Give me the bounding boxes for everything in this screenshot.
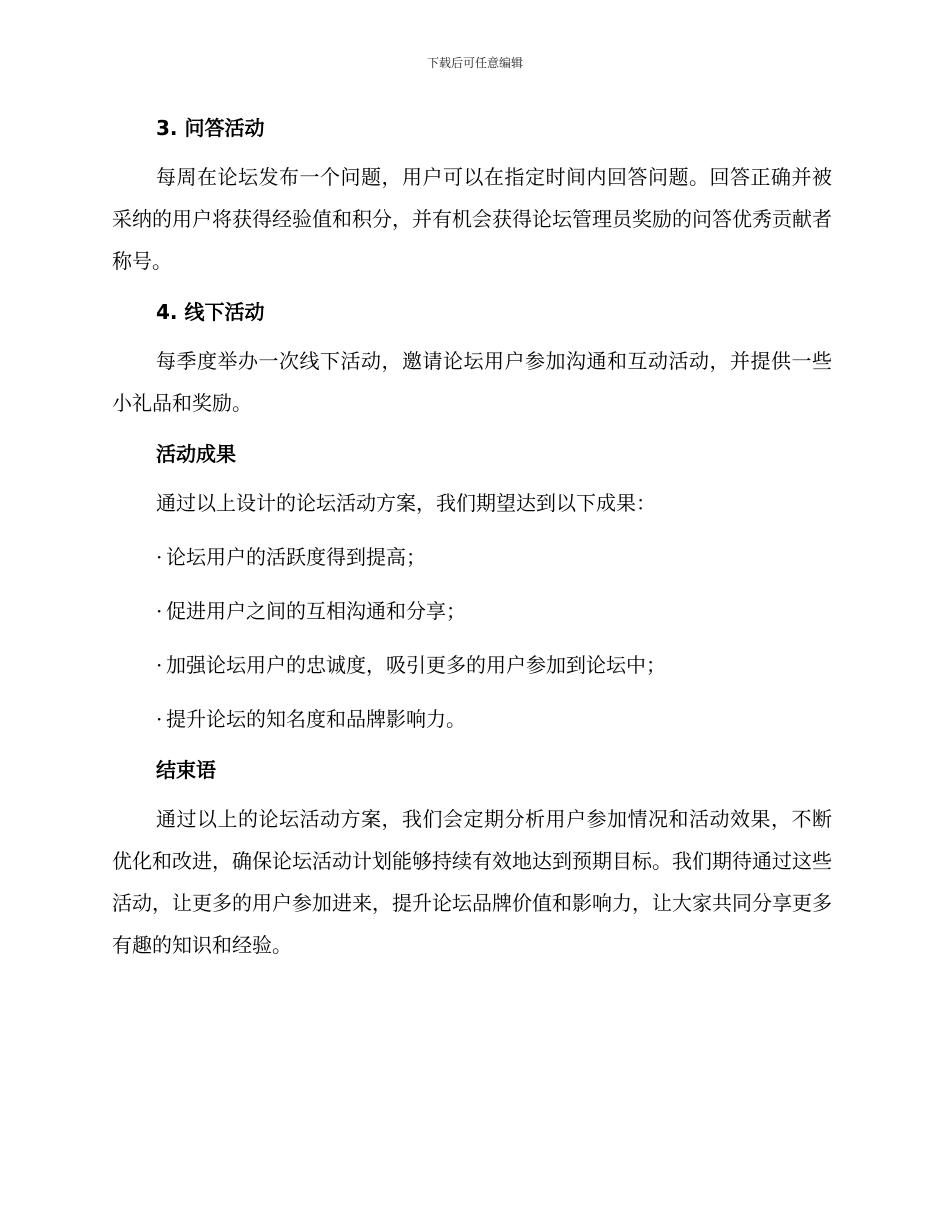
list-item [112, 536, 832, 578]
list-item-text: 促进用户之间的互相沟通和分享； [166, 599, 466, 623]
section-heading-conclusion: 结束语 [156, 758, 216, 782]
page-header: 下载后可任意编辑 [426, 56, 523, 70]
paragraph-offline: 每季度举办一次线下活动，邀请论坛用户参加沟通和互动活动，并提供一些小礼品和奖励。 [112, 349, 832, 415]
paragraph-qa: 每周在论坛发布一个问题，用户可以在指定时间内回答问题。回答正确并被采纳的用户将获得经验值和积分，并有机会获得论坛管理员奖励的问答优秀贡献者称号。 [112, 165, 832, 273]
bullet-icon: · [156, 707, 163, 731]
section-heading-results: 活动成果 [156, 442, 236, 466]
bullet-icon: · [156, 653, 163, 677]
section-heading-offline: 4. 线下活动 [156, 300, 265, 324]
list-item [112, 590, 832, 632]
list-item [112, 644, 832, 686]
paragraph-conclusion: 通过以上的论坛活动方案，我们会定期分析用户参加情况和活动效果，不断优化和改进，确保论坛活动计划能够持续有效地达到预期目标。我们期待通过这些活动，让更多的用户参加进来，提升论坛品牌价值和影响力，让大家共同分享更多有趣的知识和经验。 [112, 807, 832, 957]
paragraph-results-intro: 通过以上设计的论坛活动方案，我们期望达到以下成果： [156, 491, 656, 515]
list-item [112, 698, 832, 740]
bullet-icon: · [156, 545, 163, 569]
section-heading-qa: 3. 问答活动 [156, 116, 265, 140]
list-item-text: 论坛用户的活跃度得到提高； [166, 545, 426, 569]
bullet-icon: · [156, 599, 163, 623]
list-item-text: 加强论坛用户的忠诚度，吸引更多的用户参加到论坛中； [166, 653, 666, 677]
document-body [112, 108, 832, 966]
list-item-text: 提升论坛的知名度和品牌影响力。 [166, 707, 466, 731]
